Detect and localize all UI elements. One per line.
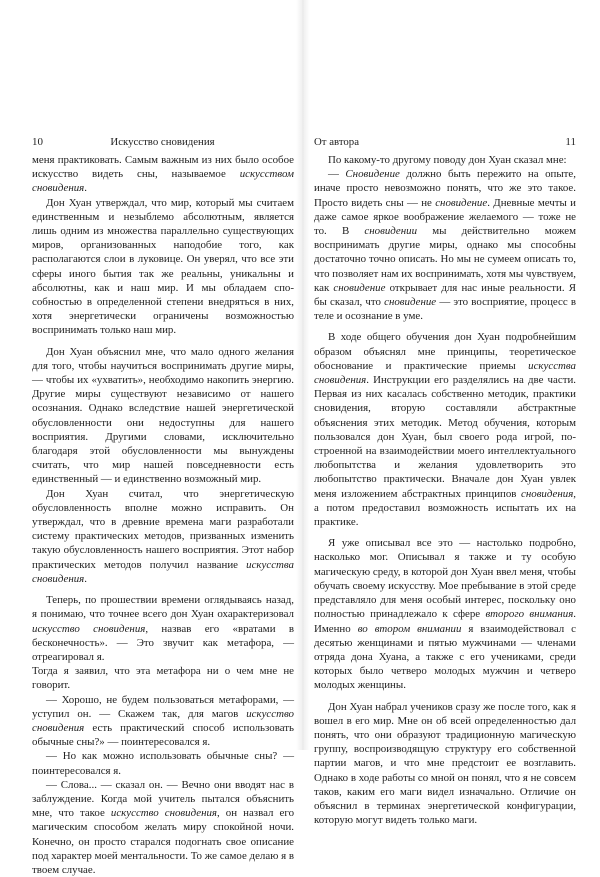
text-run: . Именно <box>314 608 576 635</box>
italic-term: Сновидение <box>345 168 400 181</box>
text-run: Дон Хуан считал, что энергетическую обусловленность вполне можно исправить. Он утверждал, что в древние времена маги разработали систему практических методов, призванных изменить такую обусловленность нашего восприятия. Этот набор практических методов получил название <box>32 487 294 571</box>
paragraph <box>32 593 294 664</box>
text-run: Дон Хуан объяснил мне, что мало одного желания для того, чтобы научиться воспринимать другие миры, — чтобы их «ухватить», необходимо накопить энергию. Другие миры существуют независимо от нашего осознания. Однако вследствие нашей энергетической обусловленности они недоступны для нашего восприятия. Другими словами, исключительно благодаря этой обусловленности мы вынуждены считать, что мир нашей повседневности есть единственный — и единственно возможный мир. <box>32 345 294 486</box>
italic-term: сновидение <box>384 296 437 309</box>
text-run: По какому-то другому поводу дон Хуан сказал мне: <box>328 154 567 166</box>
text-run: — <box>328 168 346 181</box>
paragraph <box>314 153 576 167</box>
paragraph <box>32 345 294 487</box>
text-run: В ходе общего обучения дон Хуан подробнейшим образом объяснял мне принципы, теоретическое обоснование и практические приемы <box>314 331 576 372</box>
book-gutter <box>296 0 310 750</box>
italic-term: сновидение <box>333 281 386 294</box>
text-run: , он назвал его магическим способом желать миру спокойной ночи. Конечно, он просто старался подогнать свое описание под характер моей ментальности. То же самое делаю я в твоем случае. <box>32 807 295 876</box>
italic-term: во втором внимании <box>357 622 462 635</box>
text-run: Дон Хуан набрал учеников сразу же после того, как я вошел в его мир. Мне он об всей определенностью дал понять, что они образуют традиционную магическую группу, воспроизводящую структуру его собственной партии магов, и что мне предстоит ее возглавить. Однако в ходе работы со мной он понял, что я не совсем таков, каким его маги видел изначально. Отличие он объяснил в терминах энергетической конфигурации, которую могут видеть только маги. <box>314 700 577 827</box>
right-running-title: От автора <box>314 136 360 148</box>
text-run: открывает для нас иные реальности. Я бы сказал, что <box>314 281 576 309</box>
left-running-title: Искусство сновидения <box>110 136 215 148</box>
paragraph <box>32 487 294 586</box>
text-run: . <box>84 572 87 585</box>
right-page-number: 11 <box>565 136 576 148</box>
text-run: . <box>84 182 87 195</box>
italic-term: второго внимания <box>485 608 574 621</box>
text-run: , а потом предоставил возможность испытать их на практике. <box>314 487 576 529</box>
text-run: — Слова... — сказал он. — Вечно они вводят нас в заблуждение. Когда мой учитель пытался объяснить мне, что такое <box>32 778 294 820</box>
paragraph <box>32 153 294 196</box>
italic-term: сновидения <box>521 487 574 500</box>
text-run: я взаимодействовал с десятью женщинами и пятью мужчинами — членами отряда дона Хуана, а также с его учениками, среди которых было четверо молодых мужчин и четверо молодых женщины. <box>314 622 577 692</box>
italic-term: искусство сновидения <box>110 807 217 820</box>
text-run: Тогда я заявил, что эта метафора ни о чем мне не говорит. <box>32 665 294 692</box>
text-run: — Хорошо, не будем пользоваться метафорами, — уступил он. — Скажем так, для магов <box>32 693 294 720</box>
text-run: меня практиковать. Самым важным из них было особое искусство видеть сны, называемое <box>32 154 294 181</box>
text-run: мы действительно можем воспринимать другие миры, однако мы способны достаточно точно описать. Но мы не сумеем описать то, что позволяет нам их воспринимать, хотя мы чувствуем, как <box>314 225 576 294</box>
italic-term: сновидении <box>364 225 418 238</box>
text-run: Теперь, по прошествии времени оглядываясь назад, я понимаю, что точнее всего дон Хуан охарактеризовал <box>32 594 294 621</box>
paragraph <box>32 196 294 338</box>
text-run: . Дневные мечты и даже самое яркое воображение желаемого — тоже не то. В <box>314 196 576 238</box>
paragraph <box>314 330 576 529</box>
right-page-header <box>314 135 576 151</box>
right-page <box>314 135 576 827</box>
left-page <box>32 135 294 877</box>
paragraph <box>32 664 294 692</box>
text-run: . Инструкции его разделялись на две части. Первая из них касалась собственно методик, практики сновидения, вторую составляли абстрактные объяснения этих методик. Метод обучения, которым пользовался дон Хуан, был своего рода игрой, построенной на взаимодействии моего интеллектуального любопытства и желания удовлетворить это любопытство практически. Вначале дон Хуан увлек меня изложением абстрактных принципов <box>314 374 576 500</box>
paragraph <box>32 778 294 877</box>
left-page-header <box>32 135 294 151</box>
text-run: Дон Хуан утверждал, что мир, который мы считаем единственным и незыблемо абсолютным, является лишь одним из множества параллельно существующих миров, организованных наподобие того, как располагаются слои в луковице. Он уверял, что все эти сферы иного бытия так же реальны, уникальны и абсолютны, как и наш мир. И мы обладаем способностью в определенной степени внедряться в них, хотя энергетически ограничены возможностью воспринимать только наш мир. <box>32 196 294 337</box>
text-run: должно быть пережито на опыте, иначе просто невозможно понять, что же это такое. Просто видеть сны — не <box>314 168 576 209</box>
text-run: , назвав его «вратами в бесконечность». — Это звучит как метафора, — отреагировал я. <box>32 622 295 663</box>
paragraph <box>314 700 576 828</box>
left-page-text <box>32 153 294 877</box>
italic-term: искусство сновидения <box>32 622 146 635</box>
italic-term: искусства сновидения <box>32 558 294 585</box>
paragraph <box>314 536 576 692</box>
paragraph <box>32 693 294 750</box>
right-page-text <box>314 153 576 827</box>
italic-term: искусства сновидения <box>314 359 576 387</box>
text-run: — Но как можно использовать обычные сны? — поинтересовался я. <box>32 750 294 777</box>
italic-term: искусством сновидения <box>32 168 294 195</box>
text-run: — это восприятие, процесс в теле и осознание в уме. <box>314 296 577 323</box>
left-page-number: 10 <box>32 136 43 148</box>
text-run: есть практический способ использовать обычные сны?» — поинтересовался я. <box>32 721 294 749</box>
text-run: Я уже описывал все это — настолько подробно, насколько мог. Описывал я также и ту особую магическую среду, в которой дон Хуан ввел меня, чтобы обучать своему искусству. Мое пребывание в этой среде представляло для меня особый интерес, поскольку оно полностью принадлежало к сфере <box>314 537 576 621</box>
italic-term: сновидение <box>435 196 488 209</box>
paragraph <box>314 167 576 323</box>
paragraph <box>32 749 294 777</box>
italic-term: искусство сновидения <box>32 707 294 734</box>
